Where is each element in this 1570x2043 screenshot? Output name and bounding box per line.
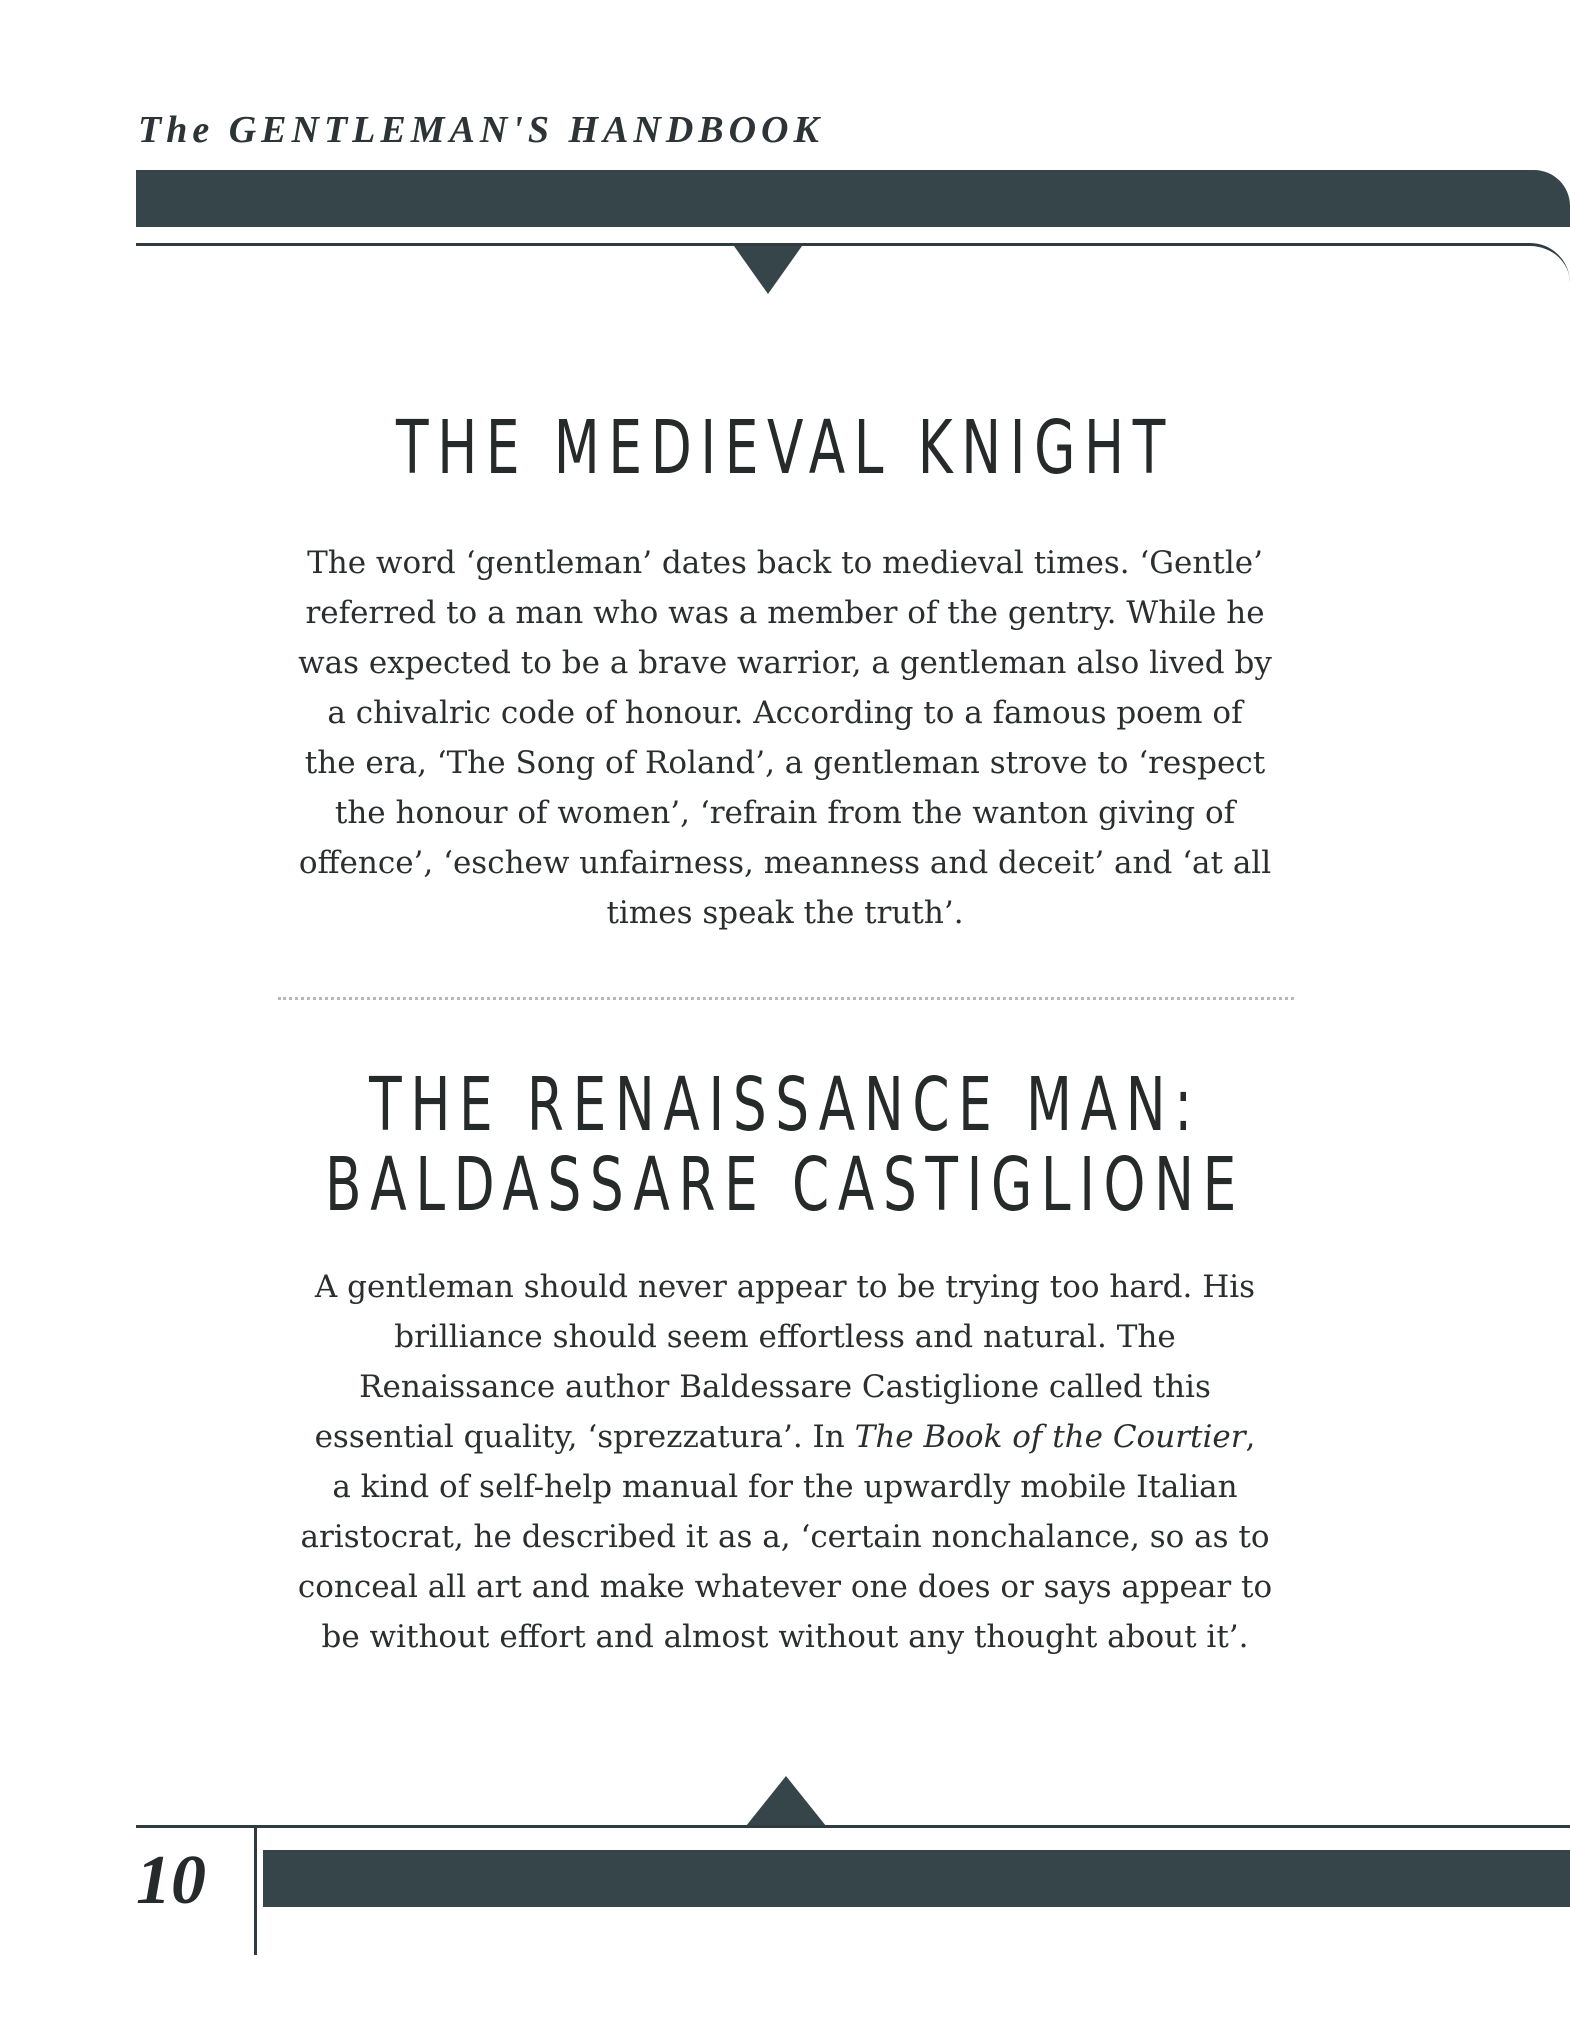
section-heading-renaissance-man [220, 1062, 1350, 1228]
section-body-renaissance-man [270, 1262, 1300, 1662]
footer-bar [263, 1850, 1570, 1907]
body-line: the honour of women’, ‘refrain from the wanton giving of [334, 795, 1236, 831]
running-title: The GENTLEMAN'S HANDBOOK [138, 109, 824, 151]
body-line: be without effort and almost without any thought about it’. [321, 1619, 1249, 1655]
body-line: conceal all art and make whatever one does or says appear to [297, 1569, 1273, 1605]
body-line: the era, ‘The Song of Roland’, a gentleman strove to ‘respect [304, 745, 1266, 781]
page-number: 10 [136, 1842, 206, 1919]
footer-vertical-rule [254, 1825, 257, 1955]
footer-triangle-marker [746, 1776, 826, 1826]
body-text: essential quality, ‘sprezzatura’. In [314, 1419, 855, 1455]
section-body-medieval-knight [270, 538, 1300, 938]
body-line: A gentleman should never appear to be trying too hard. His [314, 1269, 1256, 1305]
body-line: Renaissance author Baldessare Castiglione called this [359, 1369, 1211, 1405]
header-triangle-marker [734, 246, 802, 294]
body-line: a kind of self-help manual for the upwardly mobile Italian [332, 1469, 1238, 1505]
heading-line: THE RENAISSANCE MAN: [369, 1062, 1201, 1148]
body-line: offence’, ‘eschew unfairness, meanness and deceit’ and ‘at all [298, 845, 1272, 881]
body-line: was expected to be a brave warrior, a gentleman also lived by [298, 645, 1272, 681]
body-line: The word ‘gentleman’ dates back to medieval times. ‘Gentle’ [307, 545, 1263, 581]
header-rule-curve [1500, 243, 1570, 283]
footer-rule [136, 1825, 1570, 1828]
section-divider [278, 997, 1294, 1000]
section-heading-medieval-knight: THE MEDIEVAL KNIGHT [396, 405, 1174, 491]
body-line: aristocrat, he described it as a, ‘certain nonchalance, so as to [300, 1519, 1270, 1555]
header-bar [136, 170, 1570, 227]
book-title: The Book of the Courtier [854, 1419, 1246, 1455]
heading-line: BALDASSARE CASTIGLIONE [325, 1142, 1245, 1228]
header-rule [136, 243, 1516, 246]
body-line-with-title [270, 1412, 1300, 1462]
body-line: brilliance should seem effortless and natural. The [394, 1319, 1176, 1355]
body-line: referred to a man who was a member of the gentry. While he [305, 595, 1265, 631]
body-text: , [1245, 1419, 1256, 1455]
body-line: a chivalric code of honour. According to a famous poem of [327, 695, 1243, 731]
body-line: times speak the truth’. [606, 895, 964, 931]
